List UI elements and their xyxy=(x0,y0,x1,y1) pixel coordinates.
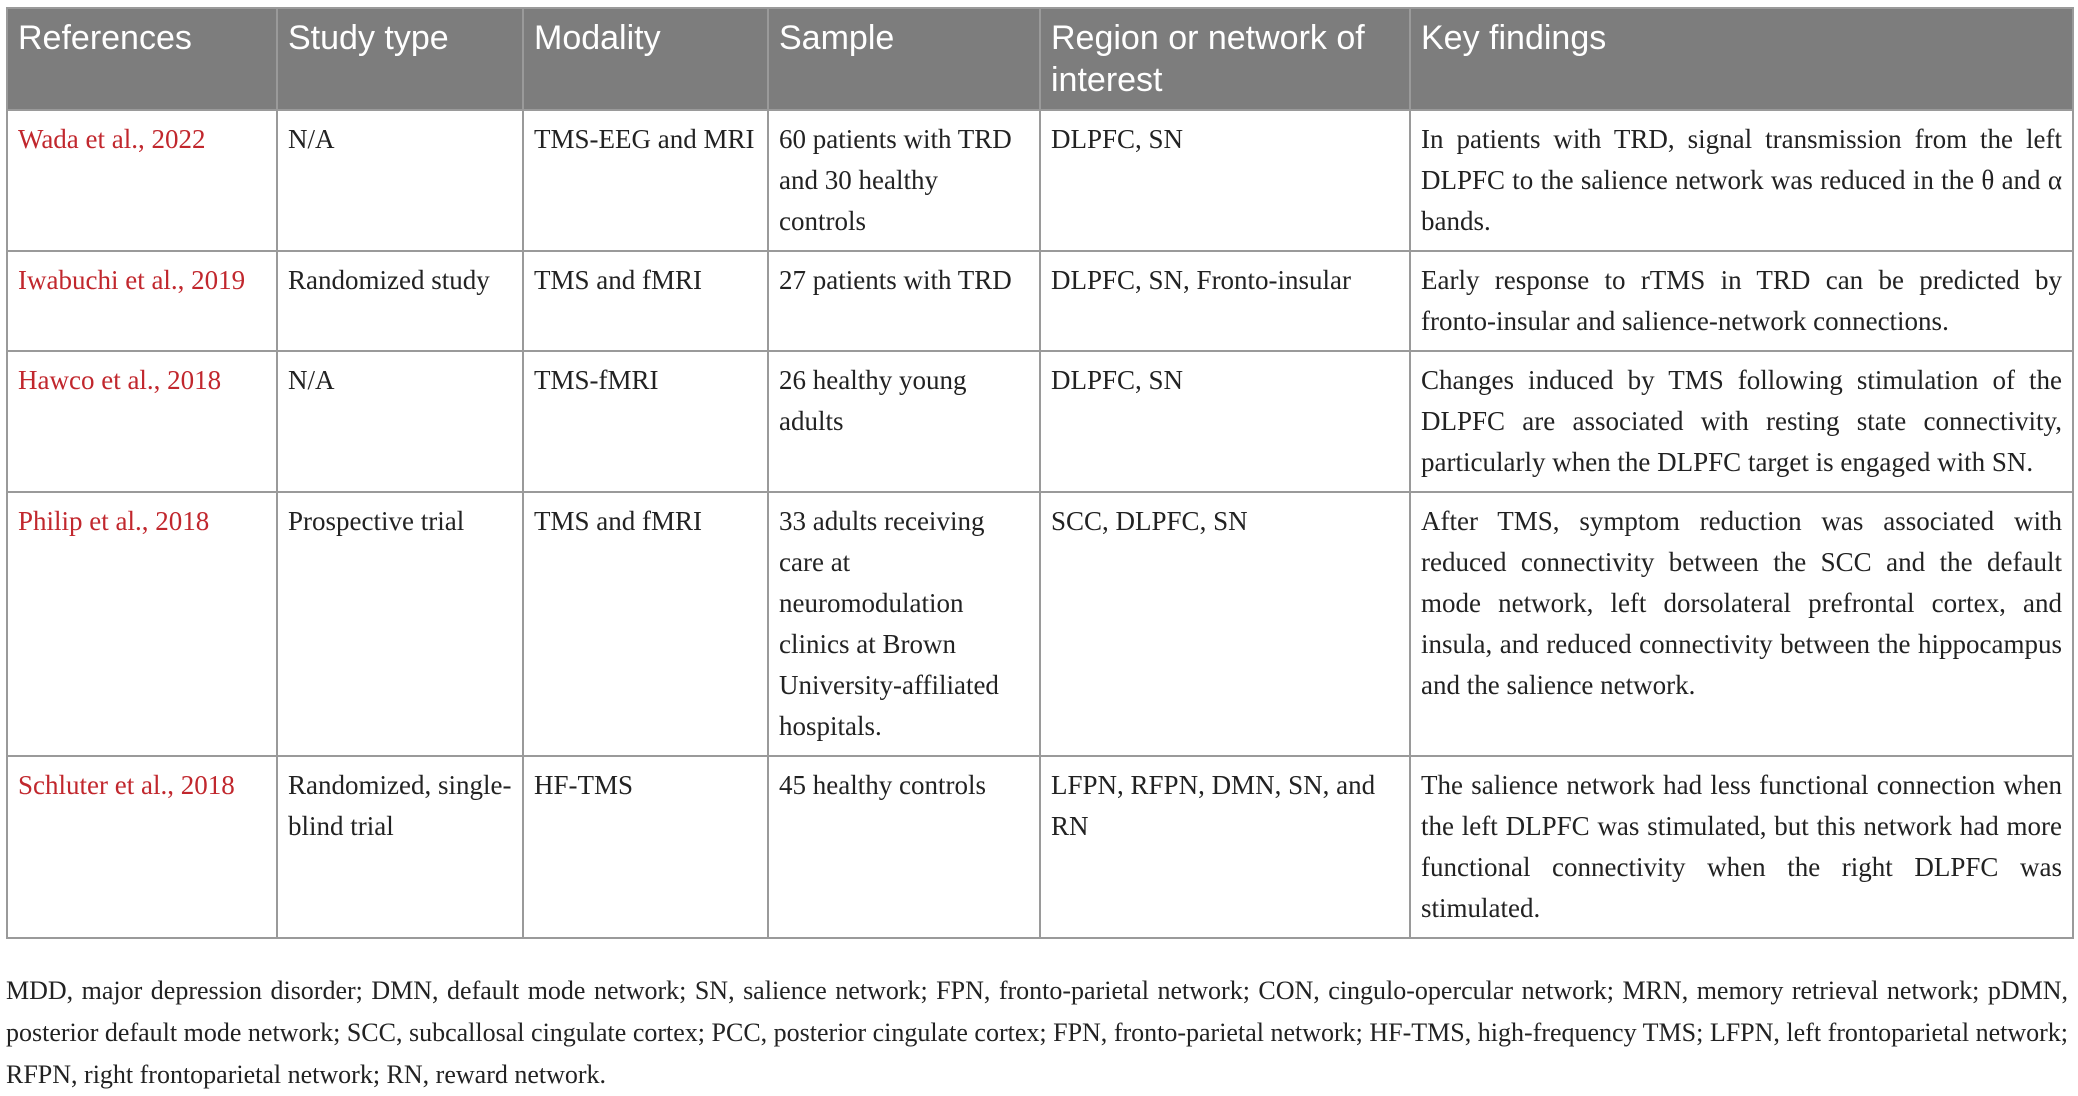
reference-link[interactable]: Hawco et al., 2018 xyxy=(7,351,277,492)
findings-cell: Changes induced by TMS following stimulation of the DLPFC are associated with resting state connectivity, particularly when the DLPFC target is engaged with SN. xyxy=(1410,351,2073,492)
modality-cell: HF-TMS xyxy=(523,756,768,938)
sample-cell: 33 adults receiving care at neuromodulation clinics at Brown University-affiliated hospitals. xyxy=(768,492,1040,756)
region-cell: DLPFC, SN, Fronto-insular xyxy=(1040,251,1410,351)
header-references: References xyxy=(7,8,277,110)
study-type-cell: N/A xyxy=(277,351,523,492)
reference-link[interactable]: Iwabuchi et al., 2019 xyxy=(7,251,277,351)
studies-table xyxy=(6,7,2074,939)
table-row xyxy=(7,492,2073,756)
sample-cell: 45 healthy controls xyxy=(768,756,1040,938)
findings-cell: Early response to rTMS in TRD can be predicted by fronto-insular and salience-network connections. xyxy=(1410,251,2073,351)
reference-link[interactable]: Philip et al., 2018 xyxy=(7,492,277,756)
study-type-cell: Randomized study xyxy=(277,251,523,351)
table-header-row xyxy=(7,8,2073,110)
reference-link[interactable]: Schluter et al., 2018 xyxy=(7,756,277,938)
table-footnote: MDD, major depression disorder; DMN, default mode network; SN, salience network; FPN, fronto-parietal network; CON, cingulo-opercular network; MRN, memory retrieval network; pDMN, posterior default mode network; SCC, subcallosal cingulate cortex; PCC, posterior cingulate cortex; FPN, fronto-parietal network; HF-TMS, high-frequency TMS; LFPN, left frontoparietal network; RFPN, right frontoparietal network; RN, reward network. xyxy=(6,976,2068,1089)
modality-cell: TMS-fMRI xyxy=(523,351,768,492)
study-type-cell: N/A xyxy=(277,110,523,251)
reference-link[interactable]: Wada et al., 2022 xyxy=(7,110,277,251)
header-key-findings: Key findings xyxy=(1410,8,2073,110)
header-study-type: Study type xyxy=(277,8,523,110)
modality-cell: TMS and fMRI xyxy=(523,251,768,351)
table-row xyxy=(7,251,2073,351)
header-region: Region or network of interest xyxy=(1040,8,1410,110)
sample-cell: 27 patients with TRD xyxy=(768,251,1040,351)
header-sample: Sample xyxy=(768,8,1040,110)
study-type-cell: Randomized, single-blind trial xyxy=(277,756,523,938)
study-type-cell: Prospective trial xyxy=(277,492,523,756)
region-cell: DLPFC, SN xyxy=(1040,351,1410,492)
table-row xyxy=(7,756,2073,938)
modality-cell: TMS-EEG and MRI xyxy=(523,110,768,251)
findings-cell: In patients with TRD, signal transmission from the left DLPFC to the salience network was reduced in the θ and α bands. xyxy=(1410,110,2073,251)
findings-cell: After TMS, symptom reduction was associated with reduced connectivity between the SCC and the default mode network, left dorsolateral prefrontal cortex, and insula, and reduced connectivity between the hippocampus and the salience network. xyxy=(1410,492,2073,756)
sample-cell: 60 patients with TRD and 30 healthy controls xyxy=(768,110,1040,251)
findings-cell: The salience network had less functional connection when the left DLPFC was stimulated, but this network had more functional connectivity when the right DLPFC was stimulated. xyxy=(1410,756,2073,938)
table-row xyxy=(7,110,2073,251)
region-cell: SCC, DLPFC, SN xyxy=(1040,492,1410,756)
table-row xyxy=(7,351,2073,492)
region-cell: LFPN, RFPN, DMN, SN, and RN xyxy=(1040,756,1410,938)
sample-cell: 26 healthy young adults xyxy=(768,351,1040,492)
region-cell: DLPFC, SN xyxy=(1040,110,1410,251)
modality-cell: TMS and fMRI xyxy=(523,492,768,756)
header-modality: Modality xyxy=(523,8,768,110)
table-container xyxy=(6,7,2072,939)
